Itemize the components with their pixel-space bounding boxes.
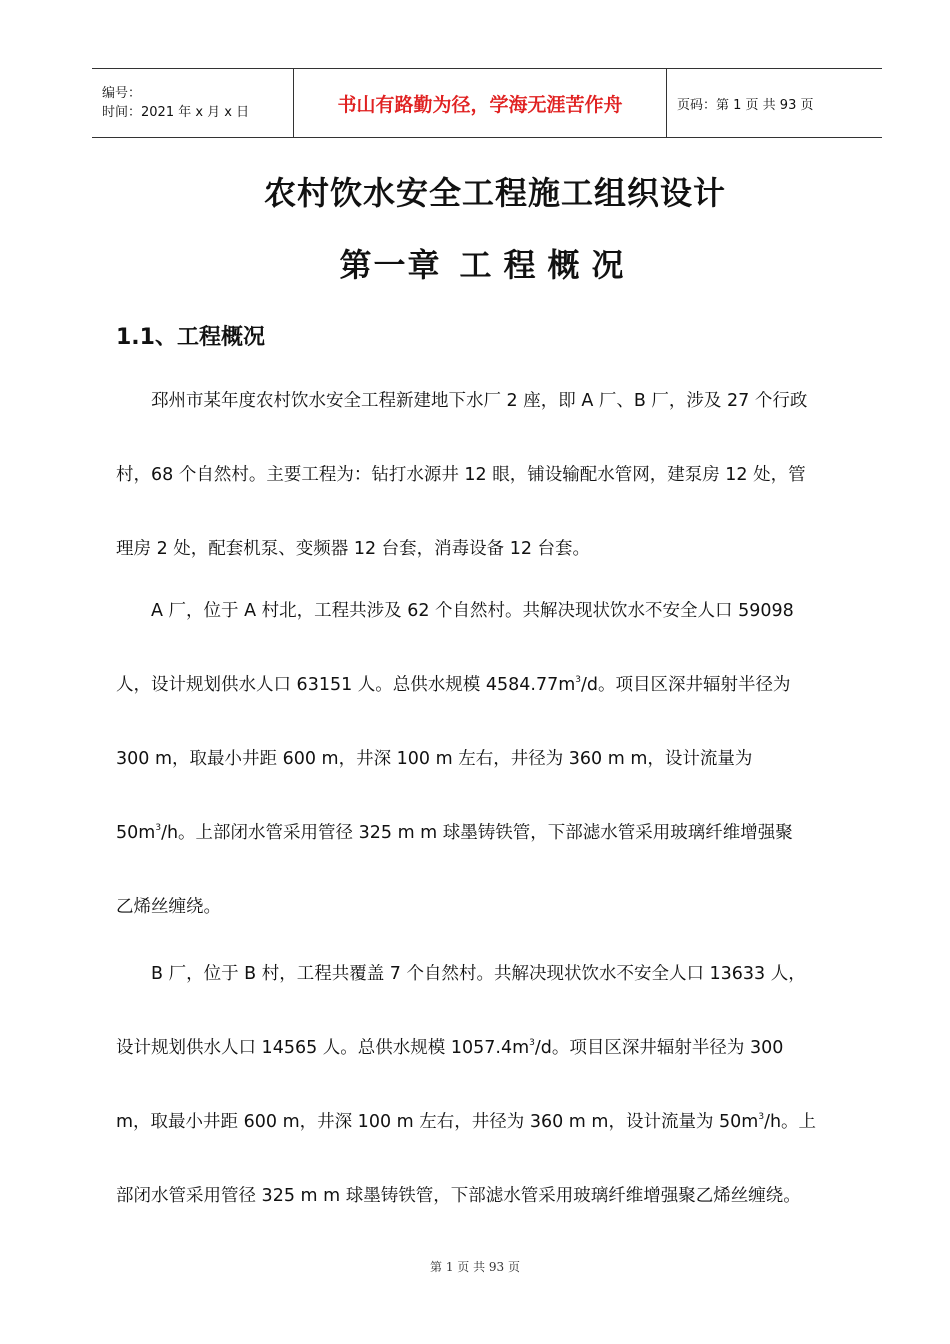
paragraph-line (116, 796, 856, 870)
superscript: 3 (529, 1038, 535, 1048)
paragraph-line: 部闭水管采用管径 325 m m 球墨铸铁管，下部滤水管采用玻璃纤维增强聚乙烯丝缠绕。 (116, 1186, 801, 1206)
chapter-number: 第一章 (339, 246, 442, 284)
paragraph-line (116, 1085, 856, 1159)
line-text: /h。上 (764, 1112, 817, 1132)
line-text: /h。上部闭水管采用管径 325 m m 球墨铸铁管，下部滤水管采用玻璃纤维增强聚 (161, 823, 793, 843)
paragraph-plant-b (116, 937, 856, 1233)
paragraph-line: B 厂，位于 B 村，工程共覆盖 7 个自然村。共解决现状饮水不安全人口 13633 人， (151, 964, 806, 984)
header-meta (92, 69, 293, 137)
header-motto-text: 书山有路勤为径，学海无涯苦作舟 (337, 93, 623, 116)
line-text: /d。项目区深井辐射半径为 (581, 675, 791, 695)
line-text: m，取最小井距 600 m，井深 100 m 左右，井径为 360 m m，设计流量为 50m (116, 1112, 759, 1132)
superscript: 3 (758, 1112, 765, 1122)
paragraph-line: A 厂，位于 A 村北，工程共涉及 62 个自然村。共解决现状饮水不安全人口 59098 (151, 601, 794, 621)
chapter-name: 工程概况 (459, 246, 636, 284)
header-page (667, 69, 882, 137)
paragraph-line: 村，68 个自然村。主要工程为：钻打水源井 12 眼，铺设输配水管网，建泵房 12 处，管 (116, 465, 806, 485)
paragraph-overview (116, 364, 856, 586)
line-text: /d。项目区深井辐射半径为 300 (534, 1038, 784, 1058)
document-title: 农村饮水安全工程施工组织设计 (263, 174, 726, 212)
line-text: 50m (116, 823, 156, 843)
paragraph-line: 300 m，取最小井距 600 m，井深 100 m 左右，井径为 360 m m，设计流量为 (116, 749, 753, 769)
paragraph-plant-a (116, 574, 856, 944)
chapter-heading (0, 240, 950, 286)
footer-page-number: 第 1 页 共 93 页 (430, 1260, 520, 1274)
paragraph-line: 理房 2 处，配套机泵、变频器 12 台套，消毒设备 12 台套。 (116, 539, 591, 559)
line-text: 设计规划供水人口 14565 人。总供水规模 1057.4m (116, 1038, 530, 1058)
line-text: 人，设计规划供水人口 63151 人。总供水规模 4584.77m (116, 675, 576, 695)
paragraph-line (116, 1011, 856, 1085)
paragraph-line: 乙烯丝缠绕。 (116, 897, 221, 917)
header-page-label: 页码：第 1 页 共 93 页 (677, 97, 814, 113)
page-footer (0, 1258, 950, 1275)
superscript: 3 (155, 823, 162, 833)
superscript: 3 (575, 675, 582, 685)
paragraph-line: 邳州市某年度农村饮水安全工程新建地下水厂 2 座，即 A 厂、B 厂，涉及 27 个行政 (151, 391, 808, 411)
header-motto (293, 69, 667, 137)
header-time-label: 时间：2021 年 x 月 x 日 (102, 105, 250, 120)
header-number-label: 编号： (102, 86, 142, 101)
section-title: 1.1、工程概况 (116, 325, 265, 350)
page-header (92, 68, 882, 138)
paragraph-line (116, 648, 856, 722)
